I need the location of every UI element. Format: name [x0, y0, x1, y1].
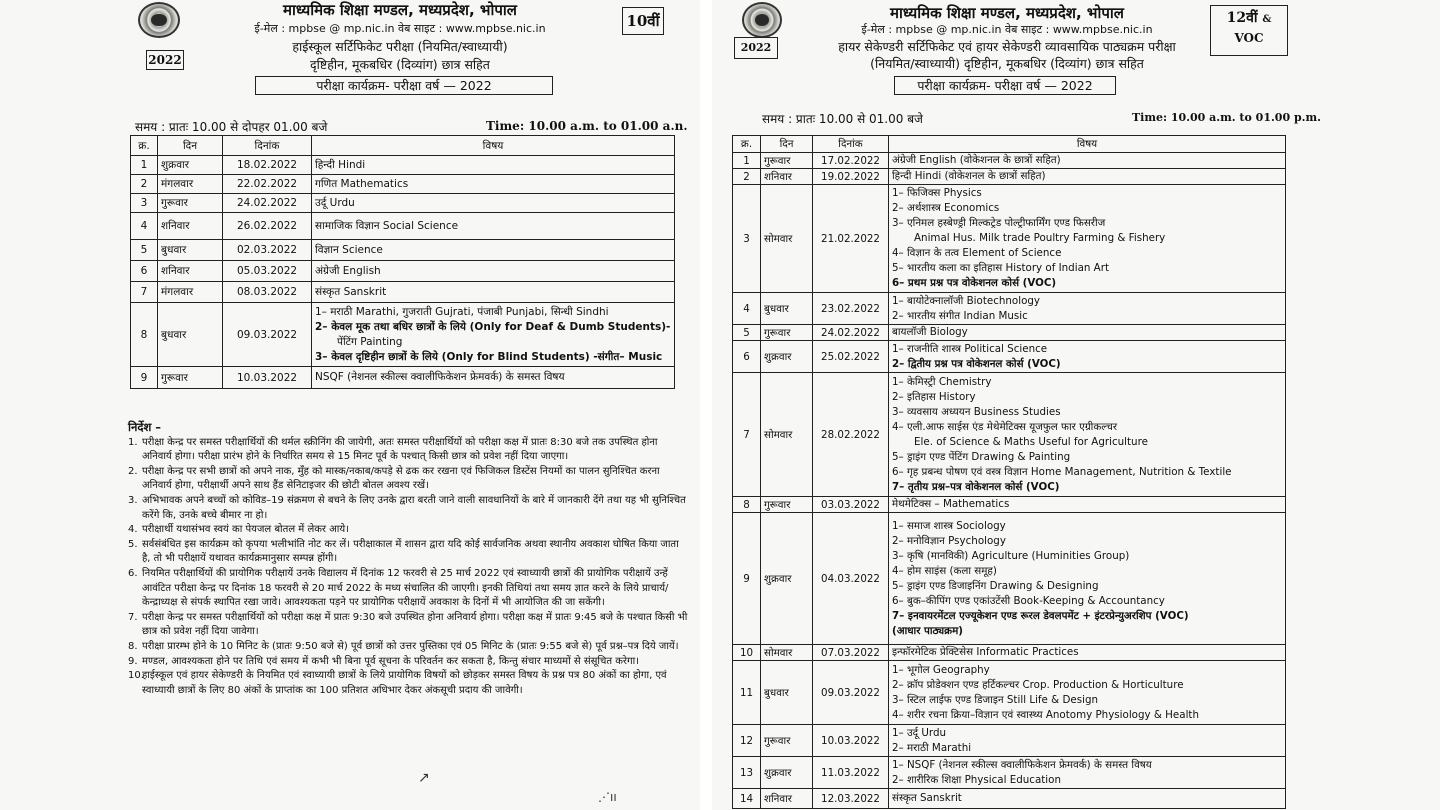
instruction-text: परीक्षा केन्द्र पर सभी छात्रों को अपने नाक, मुँह को मास्क/नकाब/कपड़े से ढक कर रखना एवं फिजिकल डिस्टेंस नियमों का पालन सुनिश्चित करना अनिवार्य होगा, परीक्षार्थी अपने साथ हैंड सेनिटाइजर की छोटी बोतल अवश्य रखें।: [142, 465, 660, 492]
table-row: [733, 789, 1286, 809]
subject-line: 1– NSQF (नेशनल स्कील्स क्वालीफिकेशन फ्रेमवर्क) के समस्त विषय: [892, 758, 1152, 771]
subject-line: 6– गृह प्रबन्ध पोषण एवं वस्त्र विज्ञान Home Management, Nutrition & Textile: [892, 465, 1232, 478]
subject-line: गणित Mathematics: [315, 177, 409, 190]
cell-day: बुधवार: [158, 240, 223, 261]
cell-subject: [312, 303, 675, 367]
table-row: [733, 725, 1286, 757]
table-row: [733, 513, 1286, 645]
cell-subject: [889, 341, 1286, 373]
subject-line: उर्दू Urdu: [315, 196, 355, 209]
cell-subject: [889, 789, 1286, 809]
cell-subject: [312, 194, 675, 213]
time-english: Time: 10.00 a.m. to 01.00 p.m.: [1132, 111, 1321, 124]
subject-line: 1– फिजिक्स Physics: [892, 187, 982, 199]
col-header-sn: क्र.: [131, 136, 158, 156]
cell-sn: 14: [733, 789, 761, 809]
subject-line: अंग्रेजी English (वोकेशनल के छात्रों सहित): [892, 154, 1061, 166]
cell-sn: 5: [131, 240, 158, 261]
cell-day: गुरूवार: [158, 194, 223, 213]
table-row: [131, 261, 675, 282]
cell-sn: 8: [733, 497, 761, 513]
cell-day: गुरूवार: [158, 367, 223, 389]
cell-subject: [312, 156, 675, 175]
subject-line: 1– केमिस्ट्री Chemistry: [892, 375, 992, 388]
subject-line: बायलॉजी Biology: [892, 326, 968, 338]
instruction-text: परीक्षा केन्द्र पर समस्त परीक्षार्थियों को परीक्षा कक्ष में प्रातः 9:30 बजे उपस्थित होना अनिवार्य होगा। परीक्षा कक्ष में प्रातः 9:45 बजे के पश्चात किसी भी छात्र को प्रवेश नहीं दिया जावेगा।: [142, 611, 688, 638]
subject-line: 2– द्वितीय प्रश्न पत्र वोकेशनल कोर्स (VOC): [892, 357, 1061, 370]
instruction-number: 2.: [128, 465, 138, 477]
subject-line: पेंटिंग Painting: [337, 335, 403, 348]
instruction-number: 6.: [128, 567, 138, 579]
cell-date: 24.02.2022: [223, 194, 312, 213]
subject-line: 5– ड्राइंग एण्ड पेंटिंग Drawing & Painting: [892, 450, 1071, 463]
table-row: [131, 240, 675, 261]
table-row: [131, 175, 675, 194]
cell-subject: [889, 645, 1286, 661]
subject-line: संस्कृत Sanskrit: [892, 792, 962, 804]
right-document: [712, 0, 1440, 810]
cell-day: बुधवार: [761, 293, 813, 325]
cell-subject: [312, 367, 675, 389]
table-row: [733, 341, 1286, 373]
instruction-number: 1.: [128, 436, 138, 448]
cell-subject: [889, 725, 1286, 757]
instruction-item: [128, 465, 688, 494]
cell-sn: 2: [131, 175, 158, 194]
cell-date: 28.02.2022: [813, 373, 889, 497]
cell-subject: [312, 213, 675, 240]
signature-mark-icon: ↗: [418, 770, 430, 786]
cell-day: गुरूवार: [761, 497, 813, 513]
cell-sn: 7: [131, 282, 158, 303]
cell-sn: 12: [733, 725, 761, 757]
subject-line: 7– इनवायरमेंटल एज्यूकेशन एण्ड रूरल डेवलपमेंट + इंटरप्रेन्युअरशिप (VOC): [892, 609, 1189, 622]
table-row: [733, 757, 1286, 789]
subject-line: हिन्दी Hindi (वोकेशनल के छात्रों सहित): [892, 170, 1046, 182]
subject-line: मेथमेटिक्स – Mathematics: [892, 498, 1010, 510]
instruction-number: 3.: [128, 494, 138, 506]
subject-line: अंग्रेजी English: [315, 264, 381, 277]
subject-line: 1– समाज शास्त्र Sociology: [892, 519, 1006, 532]
subject-line: Animal Hus. Milk trade Poultry Farming & Fishery: [914, 232, 1166, 244]
exam-line-1: हाईस्कूल सर्टिफिकेट परीक्षा (नियमित/स्वाध्यायी): [292, 39, 508, 54]
page-divider: [700, 0, 712, 810]
cell-date: 22.02.2022: [223, 175, 312, 194]
subject-line: 3– एनिमल हस्बेण्ड्री मिल्कट्रेड पोल्ट्रीफार्मिंग एण्ड फिसरीज: [892, 217, 1106, 229]
cell-date: 12.03.2022: [813, 789, 889, 809]
instruction-text: परीक्षा केन्द्र पर समस्त परीक्षार्थियों की थर्मल स्क्रीनिंग की जायेगी, अतः समस्त परीक्षार्थियों को परीक्षा कक्ष में प्रातः 8:30 बजे तक उपस्थित होना अनिवार्य होगा। परीक्षा प्रारंभ होने के निर्धारित समय से 15 मिनट पूर्व के पश्चात् किसी छात्र को प्रवेश नहीं दिया जाएगा।: [142, 436, 658, 463]
instruction-number: 8.: [128, 640, 138, 652]
subject-line: 3– कृषि (मानविकी) Agriculture (Huminities Group): [892, 549, 1130, 562]
cell-date: 05.03.2022: [223, 261, 312, 282]
cell-day: शनिवार: [158, 261, 223, 282]
table-row: [733, 325, 1286, 341]
subject-line: 2– अर्थशास्त्र Economics: [892, 202, 1000, 214]
instruction-text: अभिभावक अपने बच्चों को कोविड–19 संक्रमण से बचने के लिए उनके द्वारा बरती जाने वाली सावधानियों के बारे में जानकारी देंगे तथा यह भी सुनिश्चित करेंगे कि, उनके बच्चे बीमार ना हो।: [142, 494, 686, 521]
contact-line: ई-मेल : mpbse @ mp.nic.in वेब साइट : www.mpbse.nic.in: [861, 23, 1153, 36]
instruction-text: मण्डल, आवश्यकता होने पर तिथि एवं समय में कभी भी बिना पूर्व सूचना के परिवर्तन कर सकता है, किन्तु संचार माध्यमों से संसूचित करेगा।: [142, 655, 639, 667]
cell-subject: [312, 261, 675, 282]
table-row: [733, 373, 1286, 497]
cell-sn: 1: [733, 153, 761, 169]
cell-subject: [889, 325, 1286, 341]
cell-day: सोमवार: [761, 373, 813, 497]
table-row: [733, 185, 1286, 293]
subject-line: विज्ञान Science: [315, 243, 383, 256]
instruction-number: 4.: [128, 524, 138, 536]
instruction-item: [128, 523, 688, 538]
subject-line: 3– व्यवसाय अध्ययन Business Studies: [892, 405, 1061, 418]
left-schedule-table: [130, 135, 675, 389]
exam-line-2: (नियमित/स्वाध्यायी) दृष्टिहीन, मूकबधिर (दिव्यांग) छात्र सहित: [870, 56, 1144, 71]
board-title: माध्यमिक शिक्षा मण्डल, मध्यप्रदेश, भोपाल: [890, 4, 1124, 22]
instruction-item: [128, 538, 688, 567]
cell-day: गुरूवार: [761, 153, 813, 169]
cell-date: 25.02.2022: [813, 341, 889, 373]
subject-line: इन्फॉरमेटिक प्रेक्टिसेस Informatic Practices: [892, 646, 1079, 658]
cell-subject: [889, 153, 1286, 169]
table-row: [131, 213, 675, 240]
subject-line: 5– ड्राइंग एण्ड डिजाइनिंग Drawing & Designing: [892, 579, 1099, 592]
instruction-item: [128, 640, 688, 655]
cell-sn: 9: [131, 367, 158, 389]
cell-day: गुरूवार: [761, 725, 813, 757]
cell-sn: 3: [131, 194, 158, 213]
cell-sn: 4: [131, 213, 158, 240]
class-badge: 10वीं: [622, 7, 664, 35]
instruction-item: [128, 567, 688, 611]
cell-date: 19.02.2022: [813, 169, 889, 185]
subject-line: सामाजिक विज्ञान Social Science: [315, 219, 459, 232]
cell-date: 23.02.2022: [813, 293, 889, 325]
exam-line-2: दृष्टिहीन, मूकबधिर (दिव्यांग) छात्र सहित: [310, 57, 490, 72]
table-row: [131, 282, 675, 303]
instruction-text: परीक्षा प्रारम्भ होने के 10 मिनिट के (प्रातः 9:50 बजे से) पूर्व छात्रों को उत्तर पुस्तिका एवं 05 मिनिट के (प्रातः 9:55 बजे से) पूर्व प्रश्न–पत्र दिये जायें।: [142, 640, 679, 652]
subject-line: 1– उर्दू Urdu: [892, 726, 947, 739]
cell-sn: 2: [733, 169, 761, 185]
instruction-item: [128, 611, 688, 640]
cell-date: 26.02.2022: [223, 213, 312, 240]
table-row: [733, 497, 1286, 513]
cell-day: शुक्रवार: [158, 156, 223, 175]
cell-date: 17.02.2022: [813, 153, 889, 169]
cell-sn: 8: [131, 303, 158, 367]
cell-subject: [889, 169, 1286, 185]
cell-subject: [889, 661, 1286, 725]
subject-line: 2– क्रॉप प्रोडेक्शन एण्ड हर्टिकल्चर Crop. Production & Horticulture: [892, 678, 1184, 691]
cell-day: बुधवार: [158, 303, 223, 367]
subject-line: 6– प्रथम प्रश्न पत्र वोकेशनल कोर्स (VOC): [892, 277, 1057, 289]
subject-line: हिन्दी Hindi: [315, 158, 366, 171]
subject-line: 4– होम साइंस (कला समूह): [892, 564, 997, 577]
cell-date: 24.02.2022: [813, 325, 889, 341]
table-row: [733, 661, 1286, 725]
subject-line: NSQF (नेशनल स्कील्स क्वालीफिकेशन फ्रेमवर्क) के समस्त विषय: [315, 371, 565, 383]
cell-date: 09.03.2022: [813, 661, 889, 725]
cell-subject: [889, 497, 1286, 513]
cell-date: 10.03.2022: [813, 725, 889, 757]
subject-line: 6– बुक–कीपिंग एण्ड एकांउटेंसी Book-Keeping & Accountancy: [892, 594, 1165, 607]
table-row: [131, 367, 675, 389]
time-hindi: समय : प्रातः 10.00 से दोपहर 01.00 बजे: [135, 120, 328, 134]
subject-line: 4– विज्ञान के तत्व Element of Science: [892, 247, 1062, 259]
col-header-day: दिन: [158, 136, 223, 156]
table-row: [131, 303, 675, 367]
instructions-section: [128, 420, 688, 698]
table-row: [131, 156, 675, 175]
subject-line: 3– केवल दृष्टिहीन छात्रों के लिये (Only for Blind Students) -संगीत– Music: [315, 350, 663, 363]
subject-line: 1– मराठी Marathi, गुजराती Gujrati, पंजाबी Punjabi, सिन्धी Sindhi: [315, 305, 609, 318]
year-badge: 2022: [734, 37, 778, 59]
subject-line: 2– मनोविज्ञान Psychology: [892, 534, 1006, 547]
time-english: Time: 10.00 a.m. to 01.00 a.n.: [486, 119, 688, 133]
cell-day: सोमवार: [761, 645, 813, 661]
col-header-date: दिनांक: [813, 136, 889, 153]
cell-date: 02.03.2022: [223, 240, 312, 261]
mpbse-emblem-icon: [742, 2, 782, 38]
cell-sn: 4: [733, 293, 761, 325]
instruction-item: [128, 655, 688, 670]
cell-sn: 5: [733, 325, 761, 341]
instruction-text: हाईस्कूल एवं हायर सेकेण्डरी के नियमित एवं स्वाध्यायी छात्रों के लिये प्रायोगिक विषयों को छोड़कर समस्त विषय के प्रश्न पत्र 80 अंकों का होगा, एवं स्वाध्यायी छात्रों के लिए 80 अंकों के प्राप्तांक का 100 प्रतिशत अधिभार देकर अंकसूची प्रदाय की जावेगी।: [142, 670, 667, 696]
programme-box: परीक्षा कार्यक्रम- परीक्षा वर्ष — 2022: [255, 76, 553, 95]
instruction-number: 9.: [128, 655, 138, 667]
col-header-subject: विषय: [889, 136, 1286, 153]
instruction-text: परीक्षार्थी यथासंभव स्वयं का पेयजल बोतल में लेकर आये।: [142, 524, 349, 536]
subject-line: 2– भारतीय संगीत Indian Music: [892, 309, 1028, 322]
cell-sn: 6: [733, 341, 761, 373]
left-document: [0, 0, 700, 810]
cell-date: 08.03.2022: [223, 282, 312, 303]
instruction-text: सर्वसंबंधित इस कार्यक्रम को कृपया भलीभांति नोट कर लें। परीक्षाकाल में शासन द्वारा यदि कोई सार्वजनिक अथवा स्थानीय अवकाश घोषित किया जाता है, तो भी परीक्षायें यथावत कार्यक्रमानुसार सम्पन्न होंगी।: [142, 538, 679, 565]
cell-subject: [312, 175, 675, 194]
cell-sn: 13: [733, 757, 761, 789]
cell-date: 10.03.2022: [223, 367, 312, 389]
right-schedule-table: [732, 135, 1286, 809]
cell-sn: 7: [733, 373, 761, 497]
contact-line: ई-मेल : mpbse @ mp.nic.in वेब साइट : www.mpbse.nic.in: [254, 22, 546, 35]
cell-day: शुक्रवार: [761, 757, 813, 789]
cell-subject: [889, 757, 1286, 789]
cell-date: 11.03.2022: [813, 757, 889, 789]
table-row: [733, 153, 1286, 169]
year-badge: 2022: [146, 50, 184, 70]
board-title: माध्यमिक शिक्षा मण्डल, मध्यप्रदेश, भोपाल: [283, 1, 517, 19]
cell-subject: [889, 185, 1286, 293]
cell-sn: 3: [733, 185, 761, 293]
subject-line: 7– तृतीय प्रश्न–पत्र वोकेशनल कोर्स (VOC): [892, 480, 1060, 493]
instruction-item: [128, 494, 688, 523]
cell-day: शुक्रवार: [761, 341, 813, 373]
col-header-date: दिनांक: [223, 136, 312, 156]
class-badge-main: 12वीं: [1226, 10, 1258, 26]
col-header-sn: क्र.: [733, 136, 761, 153]
cell-sn: 10: [733, 645, 761, 661]
class-badge-amp: &: [1262, 14, 1272, 25]
subject-line: 4– शरीर रचना क्रिया–विज्ञान एवं स्वास्थ्य Anotomy Physiology & Health: [892, 708, 1199, 721]
instruction-number: 10.: [128, 670, 144, 682]
instruction-text: नियमित परीक्षार्थियों की प्रायोगिक परीक्षायें उनके विद्यालय में दिनांक 12 फरवरी से 25 मार्च 2022 एवं स्वाध्यायी छात्रों की प्रायोगिक परीक्षायें उन्हें आवंटित परीक्षा केन्द्र पर दिनांक 18 फरवरी से 20 मार्च 2022 के मध्य संचालित की जाएगी। इनकी तिथियां तथा समय ज्ञात करने के लिये प्राचार्य/केन्द्राध्यक्ष से संपर्क स्थापित रखा जावे। आवश्यकता पड़ने पर प्रायोगिक परीक्षायें अवकाश के दिनों में भी आयोजित की जा सकेंगी।: [142, 567, 669, 609]
subject-line: 4– एली.आफ साईस एंड मेथेमेटिक्स यूजफुल फार एग्रीकल्चर: [892, 420, 1118, 433]
instruction-item: [128, 669, 688, 698]
cell-date: 18.02.2022: [223, 156, 312, 175]
subject-line: Ele. of Science & Maths Useful for Agriculture: [914, 435, 1148, 448]
subject-line: 2– केवल मूक तथा बधिर छात्रों के लिये (Only for Deaf & Dumb Students)-: [315, 320, 671, 333]
cell-sn: 1: [131, 156, 158, 175]
instruction-number: 5.: [128, 538, 138, 550]
cell-subject: [312, 240, 675, 261]
instructions-title: निर्देश –: [128, 420, 162, 434]
cell-subject: [889, 293, 1286, 325]
subject-line: 1– राजनीति शास्त्र Political Science: [892, 342, 1048, 355]
instruction-item: [128, 436, 688, 465]
subject-line: 2– शारीरिक शिक्षा Physical Education: [892, 773, 1061, 786]
subject-line: 2– मराठी Marathi: [892, 741, 972, 754]
subject-line: (आधार पाठ्यक्रम): [892, 624, 963, 637]
class-badge-sub: VOC: [1234, 31, 1264, 45]
subject-line: 2– इतिहास History: [892, 390, 976, 403]
cell-subject: [889, 373, 1286, 497]
col-header-subject: विषय: [312, 136, 675, 156]
cell-sn: 11: [733, 661, 761, 725]
cell-date: 09.03.2022: [223, 303, 312, 367]
exam-line-1: हायर सेकेण्डरी सर्टिफिकेट एवं हायर सेकेण्डरी व्यावसायिक पाठ्यक्रम परीक्षा: [838, 39, 1176, 54]
cell-date: 04.03.2022: [813, 513, 889, 645]
cell-day: मंगलवार: [158, 175, 223, 194]
subject-line: 1– भूगोल Geography: [892, 663, 990, 676]
cell-day: शनिवार: [158, 213, 223, 240]
cell-day: गुरूवार: [761, 325, 813, 341]
subject-line: संस्कृत Sanskrit: [315, 285, 387, 298]
cell-sn: 6: [131, 261, 158, 282]
table-row: [131, 194, 675, 213]
table-row: [733, 293, 1286, 325]
subject-line: 1– बायोटेक्नालॉजी Biotechnology: [892, 294, 1041, 307]
cell-day: मंगलवार: [158, 282, 223, 303]
mpbse-emblem-icon: [138, 2, 180, 38]
subject-line: 5– भारतीय कला का इतिहास History of Indian Art: [892, 262, 1109, 274]
table-row: [733, 645, 1286, 661]
cell-subject: [889, 513, 1286, 645]
cell-date: 07.03.2022: [813, 645, 889, 661]
cell-date: 21.02.2022: [813, 185, 889, 293]
table-row: [733, 169, 1286, 185]
subject-line: 3– स्टिल लाईफ एण्ड डिजाइन Still Life & Design: [892, 693, 1099, 706]
cell-day: बुधवार: [761, 661, 813, 725]
cell-day: सोमवार: [761, 185, 813, 293]
cell-day: शनिवार: [761, 169, 813, 185]
instruction-number: 7.: [128, 611, 138, 623]
time-hindi: समय : प्रातः 10.00 से 01.00 बजे: [762, 112, 923, 126]
cell-day: शुक्रवार: [761, 513, 813, 645]
cell-date: 03.03.2022: [813, 497, 889, 513]
programme-box: परीक्षा कार्यक्रम- परीक्षा वर्ष — 2022: [894, 76, 1116, 95]
cell-sn: 9: [733, 513, 761, 645]
col-header-day: दिन: [761, 136, 813, 153]
signature-scribble-icon: ⋰ıı: [598, 790, 617, 804]
cell-day: शनिवार: [761, 789, 813, 809]
cell-subject: [312, 282, 675, 303]
